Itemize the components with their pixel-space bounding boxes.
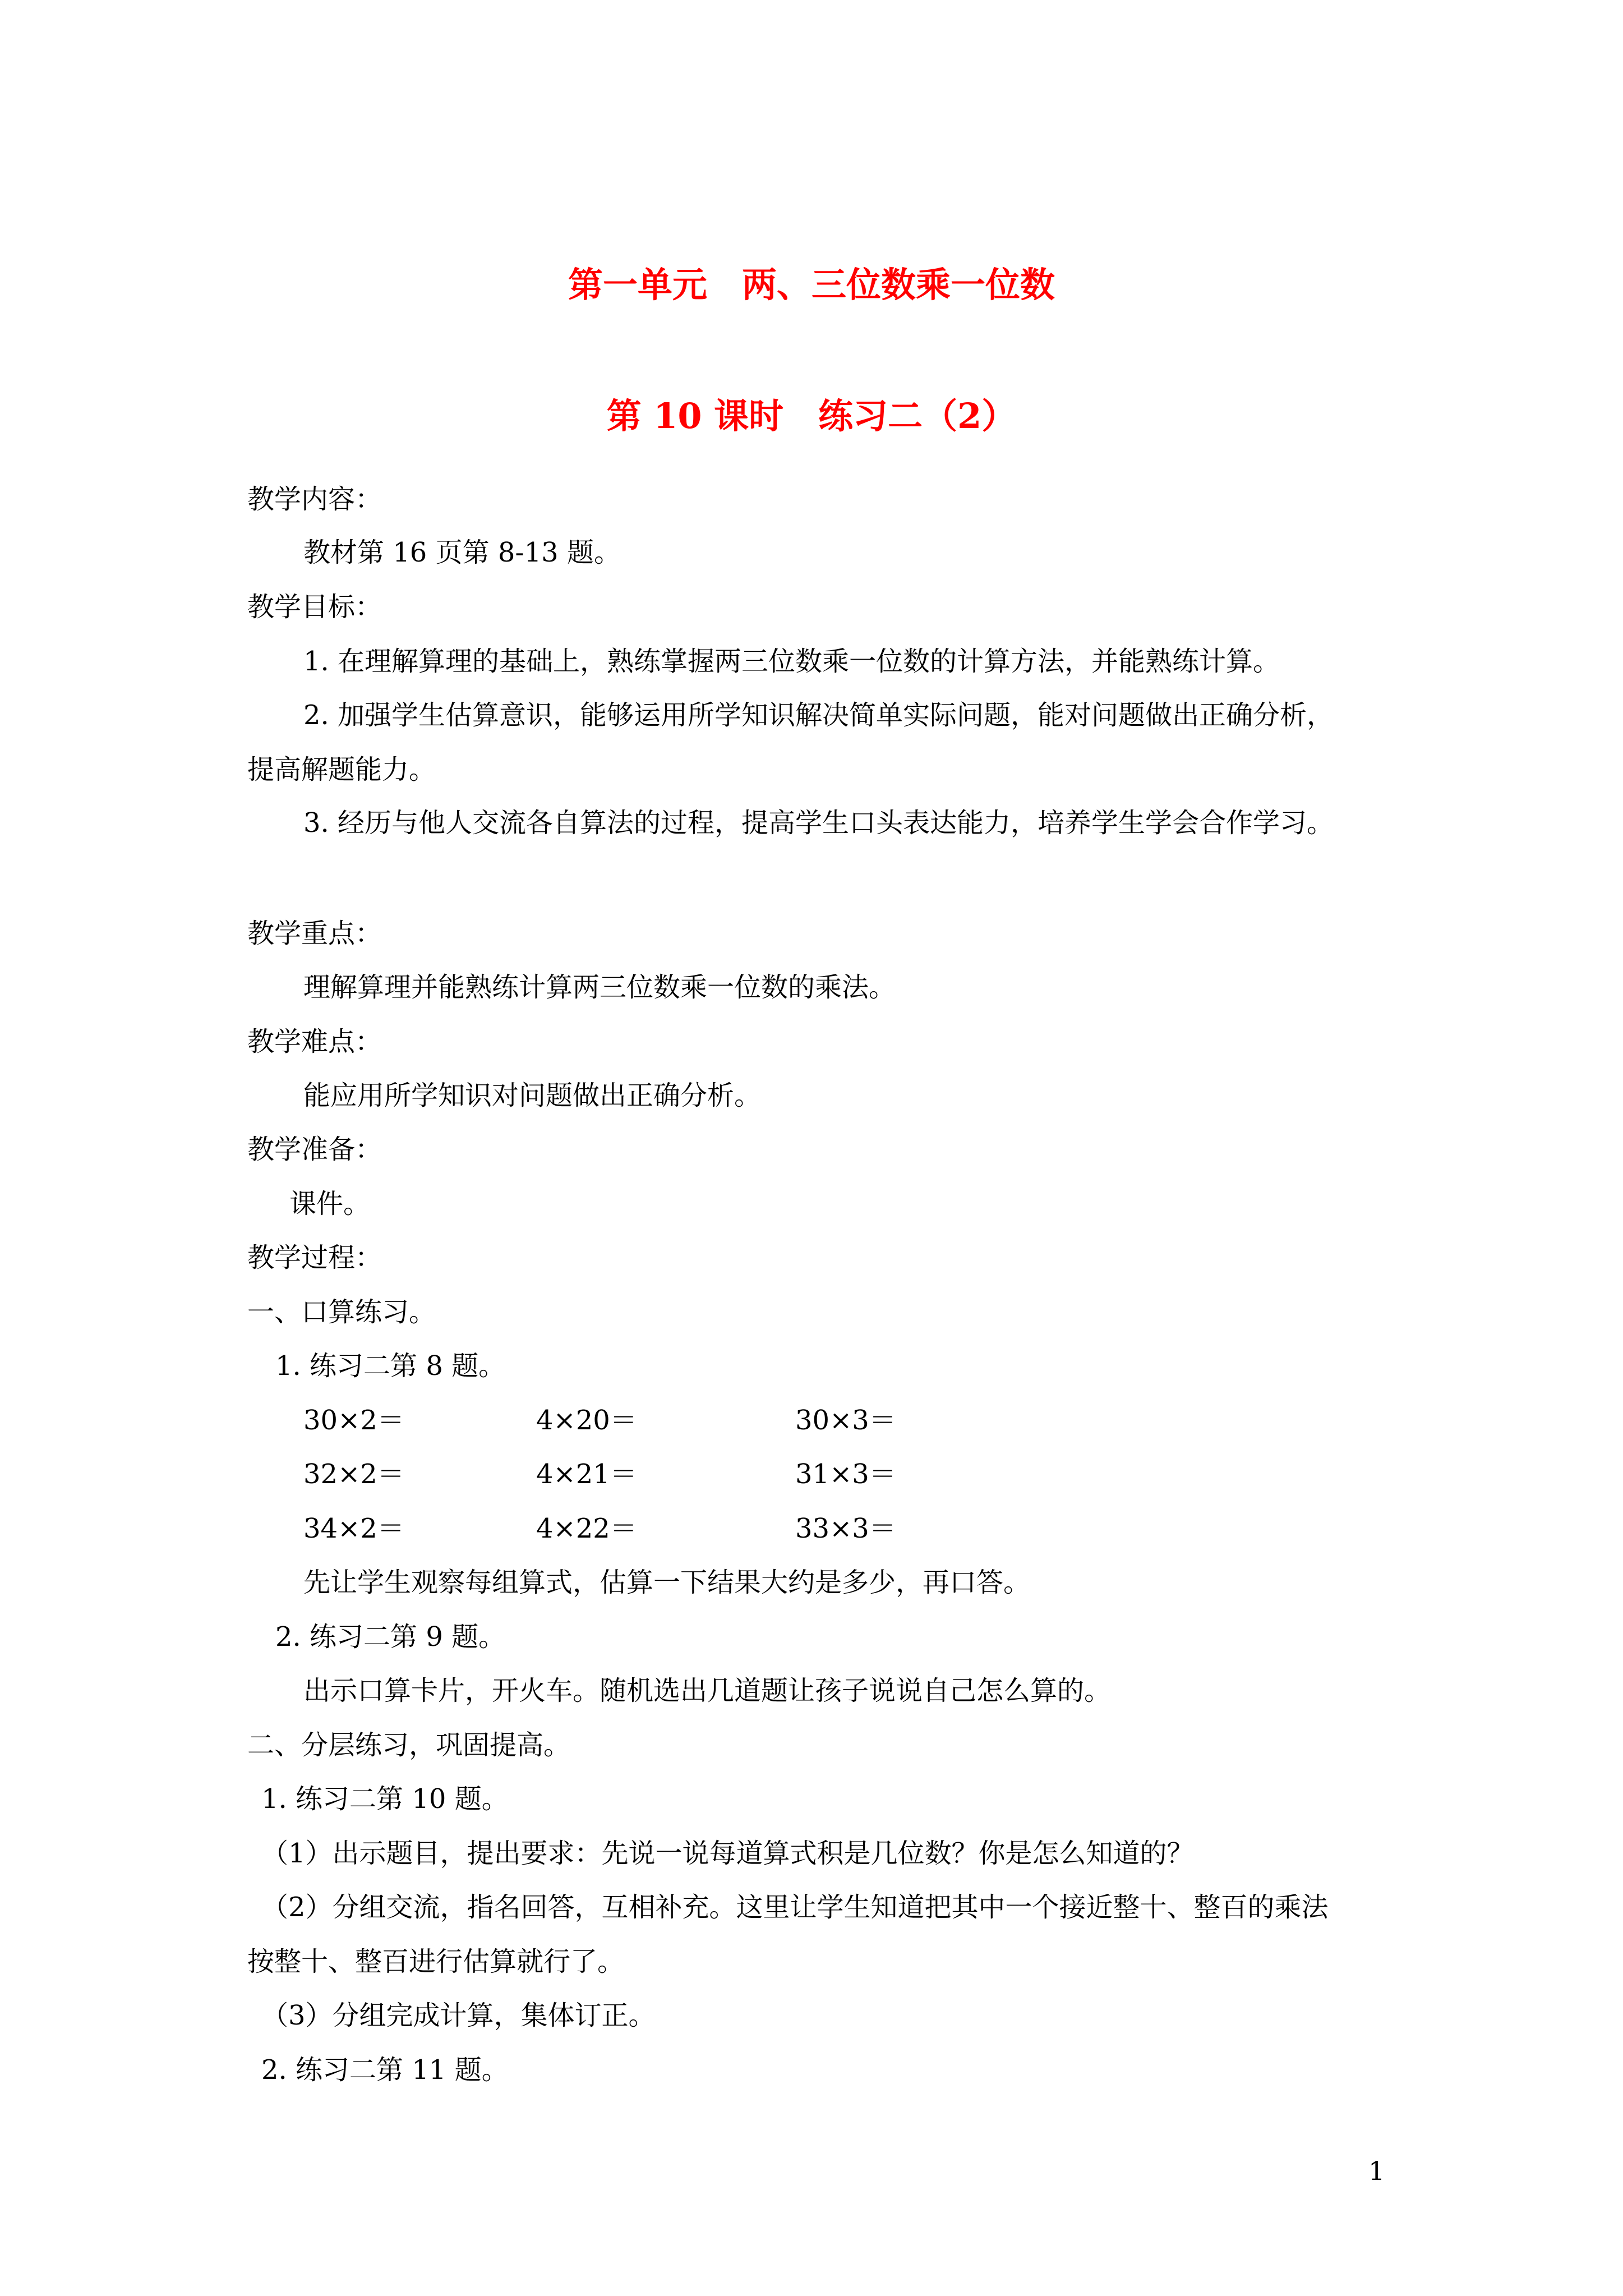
item1-note: 先让学生观察每组算式，估算一下结果大约是多少，再口答。: [303, 1567, 1031, 1598]
calc-3-3: 33×3＝: [795, 1513, 896, 1544]
step-2-line1: （2）分组交流，指名回答，互相补充。这里让学生知道把其中一个接近整十、整百的乘法: [261, 1892, 1329, 1923]
part2-title: 二、分层练习，巩固提高。: [247, 1729, 571, 1761]
goals-label: 教学目标：: [247, 591, 382, 623]
calc-2-3: 31×3＝: [795, 1458, 896, 1490]
unit-title: 第一单元 两、三位数乘一位数: [568, 264, 1055, 305]
calc-1-1: 30×2＝: [303, 1405, 404, 1436]
content-text: 教材第 16 页第 8-13 题。: [303, 537, 621, 568]
difficulty-label: 教学难点：: [247, 1026, 382, 1057]
calc-2-2: 4×21＝: [536, 1458, 637, 1490]
prep-text: 课件。: [289, 1188, 371, 1220]
step-2-line2: 按整十、整百进行估算就行了。: [247, 1946, 625, 1977]
difficulty-text: 能应用所学知识对问题做出正确分析。: [303, 1080, 762, 1111]
goal-1: 1. 在理解算理的基础上，熟练掌握两三位数乘一位数的计算方法，并能熟练计算。: [303, 646, 1280, 677]
step-3: （3）分组完成计算，集体订正。: [261, 2000, 656, 2031]
prep-label: 教学准备：: [247, 1134, 382, 1165]
lesson-title: 第 10 课时 练习二（2）: [606, 395, 1017, 436]
item1-heading: 1. 练习二第 8 题。: [275, 1350, 506, 1382]
key-label: 教学重点：: [247, 918, 382, 949]
process-label: 教学过程：: [247, 1242, 382, 1273]
calc-1-3: 30×3＝: [795, 1405, 896, 1436]
item4-heading: 2. 练习二第 11 题。: [261, 2054, 509, 2086]
calc-3-1: 34×2＝: [303, 1513, 404, 1544]
page-number: 1: [1368, 2156, 1385, 2186]
calc-3-2: 4×22＝: [536, 1513, 637, 1544]
step-1: （1）出示题目，提出要求：先说一说每道算式积是几位数？你是怎么知道的？: [261, 1838, 1194, 1869]
item2-note: 出示口算卡片，开火车。随机选出几道题让孩子说说自己怎么算的。: [303, 1675, 1112, 1706]
key-text: 理解算理并能熟练计算两三位数乘一位数的乘法。: [303, 972, 896, 1003]
content-label: 教学内容：: [247, 484, 382, 515]
item2-heading: 2. 练习二第 9 题。: [275, 1621, 506, 1653]
item3-heading: 1. 练习二第 10 题。: [261, 1783, 509, 1815]
goal-2-line1: 2. 加强学生估算意识，能够运用所学知识解决简单实际问题，能对问题做出正确分析，: [303, 700, 1334, 731]
calc-2-1: 32×2＝: [303, 1458, 404, 1490]
goal-3: 3. 经历与他人交流各自算法的过程，提高学生口头表达能力，培养学生学会合作学习。: [303, 807, 1334, 839]
calc-1-2: 4×20＝: [536, 1405, 637, 1436]
part1-title: 一、口算练习。: [247, 1296, 436, 1328]
goal-2-line2: 提高解题能力。: [247, 754, 436, 785]
